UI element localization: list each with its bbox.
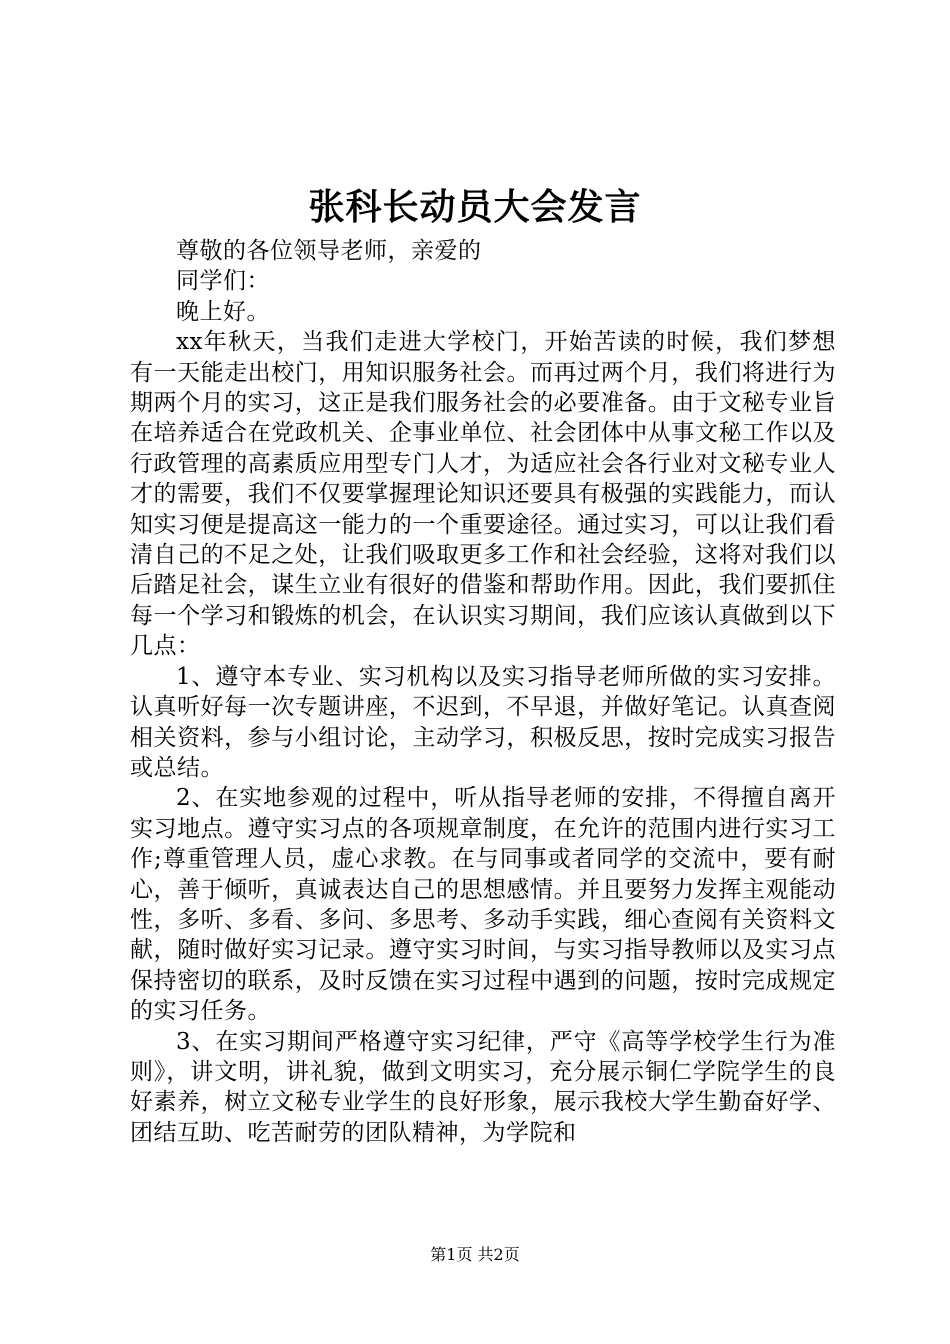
greeting: 晚上好。 xyxy=(176,298,270,325)
page-number-footer: 第1页 共2页 xyxy=(430,1245,520,1264)
document-body xyxy=(130,236,836,1148)
paragraph-point-1: 1、遵守本专业、实习机构以及实习指导老师所做的实习安排。认真听好每一次专题讲座，不迟到，不早退，并做好笔记。认真查阅相关资料，参与小组讨论，主动学习，积极反思，按时完成实习报告或总结。 xyxy=(130,663,836,781)
paragraph-point-3: 3、在实习期间严格遵守实习纪律，严守《高等学校学生行为准则》，讲文明，讲礼貌，做到文明实习，充分展示铜仁学院学生的良好素养，树立文秘专业学生的良好形象，展示我校大学生勤奋好学、团结互助、吃苦耐劳的团队精神，为学院和 xyxy=(130,1028,836,1146)
salutation-line-2: 同学们： xyxy=(176,268,270,295)
paragraph-intro: xx年秋天，当我们走进大学校门，开始苦读的时候，我们梦想有一天能走出校门，用知识服务社会。而再过两个月，我们将进行为期两个月的实习，这正是我们服务社会的必要准备。由于文秘专业旨在培养适合在党政机关、企事业单位、社会团体中从事文秘工作以及行政管理的高素质应用型专门人才，为适应社会各行业对文秘专业人才的需要，我们不仅要掌握理论知识还要具有极强的实践能力，而认知实习便是提高这一能力的一个重要途径。通过实习，可以让我们看清自己的不足之处，让我们吸取更多工作和社会经验，这将对我们以后踏足社会，谋生立业有很好的借鉴和帮助作用。因此，我们要抓住每一个学习和锻炼的机会，在认识实习期间，我们应该认真做到以下几点： xyxy=(130,329,836,660)
paragraph-point-2: 2、在实地参观的过程中，听从指导老师的安排，不得擅自离开实习地点。遵守实习点的各项规章制度，在允许的范围内进行实习工作;尊重管理人员，虚心求教。在与同事或者同学的交流中，要有耐心，善于倾听，真诚表达自己的思想感情。并且要努力发挥主观能动性，多听、多看、多问、多思考、多动手实践，细心查阅有关资料文献，随时做好实习记录。遵守实习时间，与实习指导教师以及实习点保持密切的联系，及时反馈在实习过程中遇到的问题，按时完成规定的实习任务。 xyxy=(130,785,836,1025)
page-title: 张科长动员大会发言 xyxy=(308,187,642,228)
salutation-line-1: 尊敬的各位领导老师，亲爱的 xyxy=(176,238,482,264)
